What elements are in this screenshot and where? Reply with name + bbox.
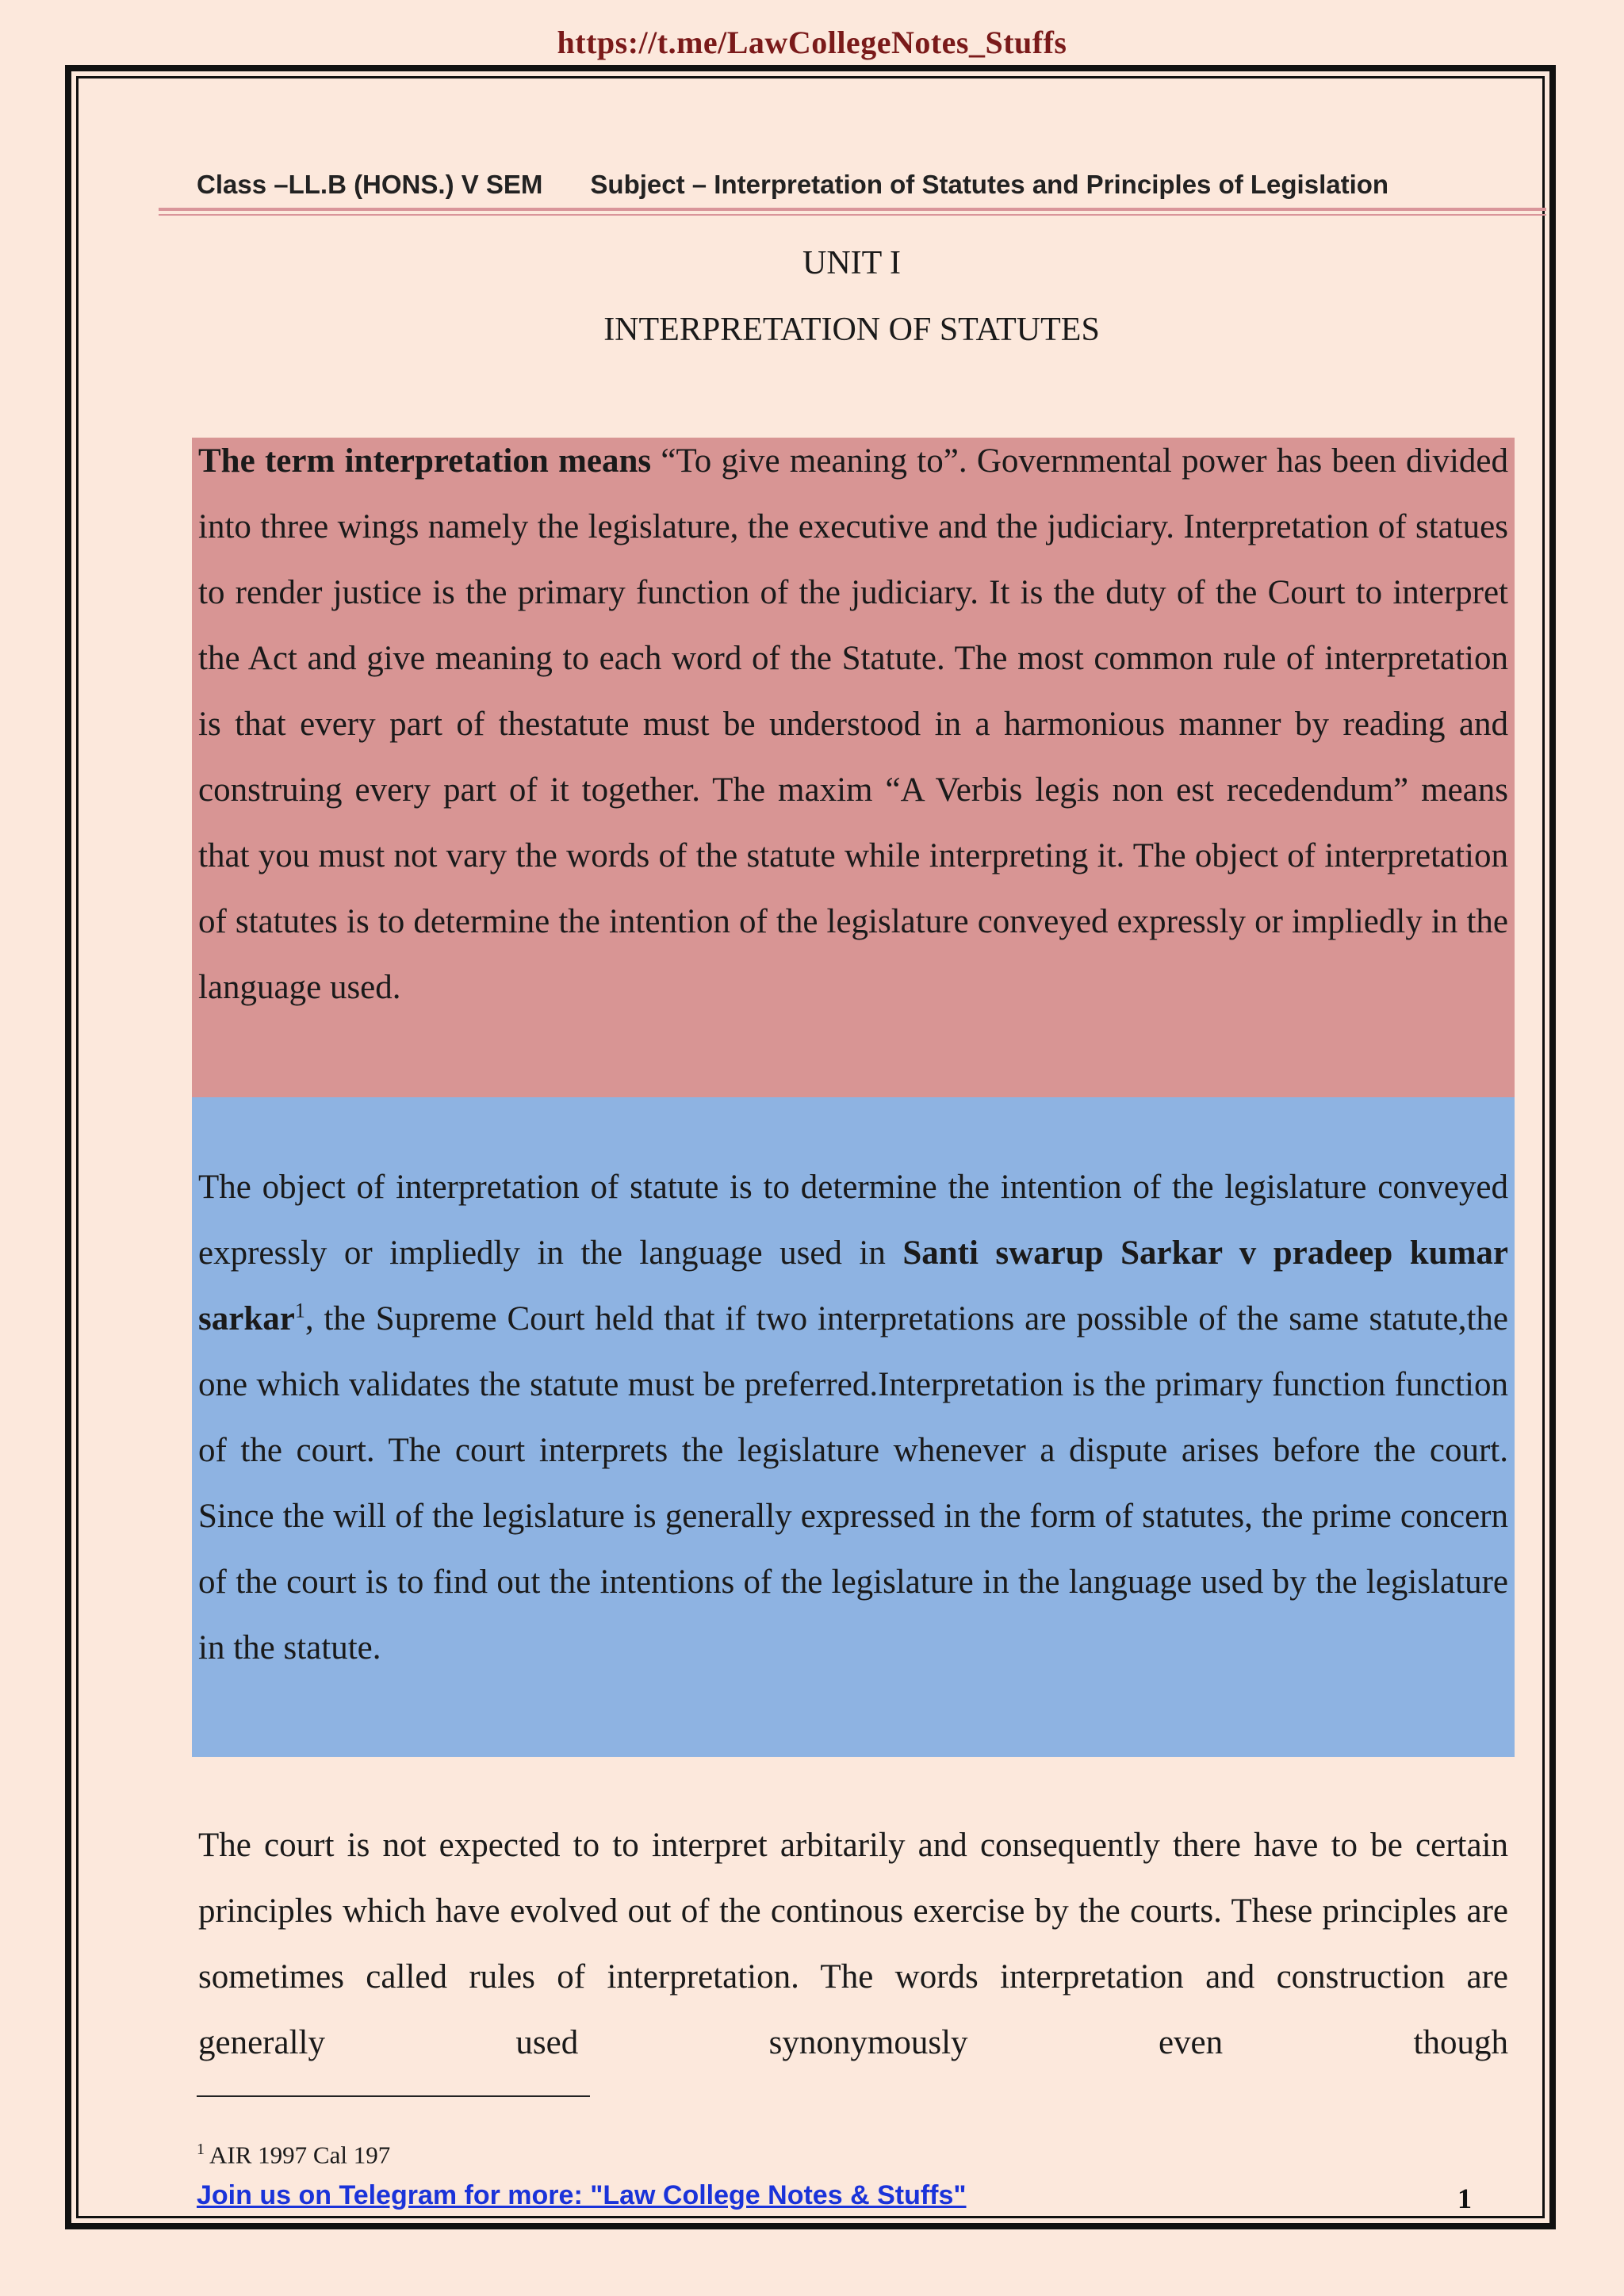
paragraph-2-text-after: , the Supreme Court held that if two interpretations are possible of the same statute,the one which validates the statute must be preferred.Interpretation is the primary function function of the court. The court interprets the legislature whenever a dispute arises before the court. Since the will of the legislature is generally expressed in the form of statutes, the prime concern of the court is to find out the intentions of the legislature in the language used by the legislature in the statute. [198,1300,1508,1667]
telegram-link-footer[interactable]: Join us on Telegram for more: "Law College Notes & Stuffs" [197,2180,967,2210]
footnote-reference[interactable]: 1 [294,1299,305,1322]
paragraph-2 [198,1154,1508,1681]
unit-heading: UNIT I [802,245,902,281]
footnote-separator [197,2095,590,2097]
header-rule-secondary [159,214,1546,216]
footnote-text: AIR 1997 Cal 197 [209,2141,391,2169]
subject-label: Subject – Interpretation of Statutes and Principles of Legislation [590,170,1389,199]
paragraph-1-text: “To give meaning to”. Governmental power has been divided into three wings namely the legislature, the executive and the judiciary. Interpretation of statues to render justice is the primary function of the judiciary. It is the duty of the Court to interpret the Act and give meaning to each word of the Statute. The most common rule of interpretation is that every part of thestatute must be understood in a harmonious manner by reading and construing every part of it together. The maxim “A Verbis legis non est recedendum” means that you must not vary the words of the statute while interpreting it. The object of interpretation of statutes is to determine the intention of the legislature conveyed expressly or impliedly in the language used. [198,442,1508,1006]
page-number: 1 [1457,2183,1472,2214]
class-label: Class –LL.B (HONS.) V SEM [197,170,543,199]
paragraph-2-text-before: The object of interpretation of statute is to determine the intention of the legislature conveyed expressly or impliedly in the language used in [198,1169,1508,1272]
footnote [197,2141,390,2169]
running-header [197,170,1481,200]
header-rule [159,208,1546,211]
paragraph-3: The court is not expected to to interpret arbitarily and consequently there have to be certain principles which have evolved out of the continous exercise by the courts. These principles are sometimes called rules of interpretation. The words interpretation and construction are generally used synonymously even though [198,1827,1508,2061]
paragraph-1 [198,428,1508,1020]
case-name: Santi swarup Sarkar v pradeep kumar sarkar [198,1234,1508,1337]
page-title: INTERPRETATION OF STATUTES [603,312,1100,348]
footnote-number: 1 [197,2141,205,2158]
paragraph-1-lead: The term interpretation means [198,442,652,480]
telegram-link-top[interactable]: https://t.me/LawCollegeNotes_Stuffs [557,25,1067,60]
